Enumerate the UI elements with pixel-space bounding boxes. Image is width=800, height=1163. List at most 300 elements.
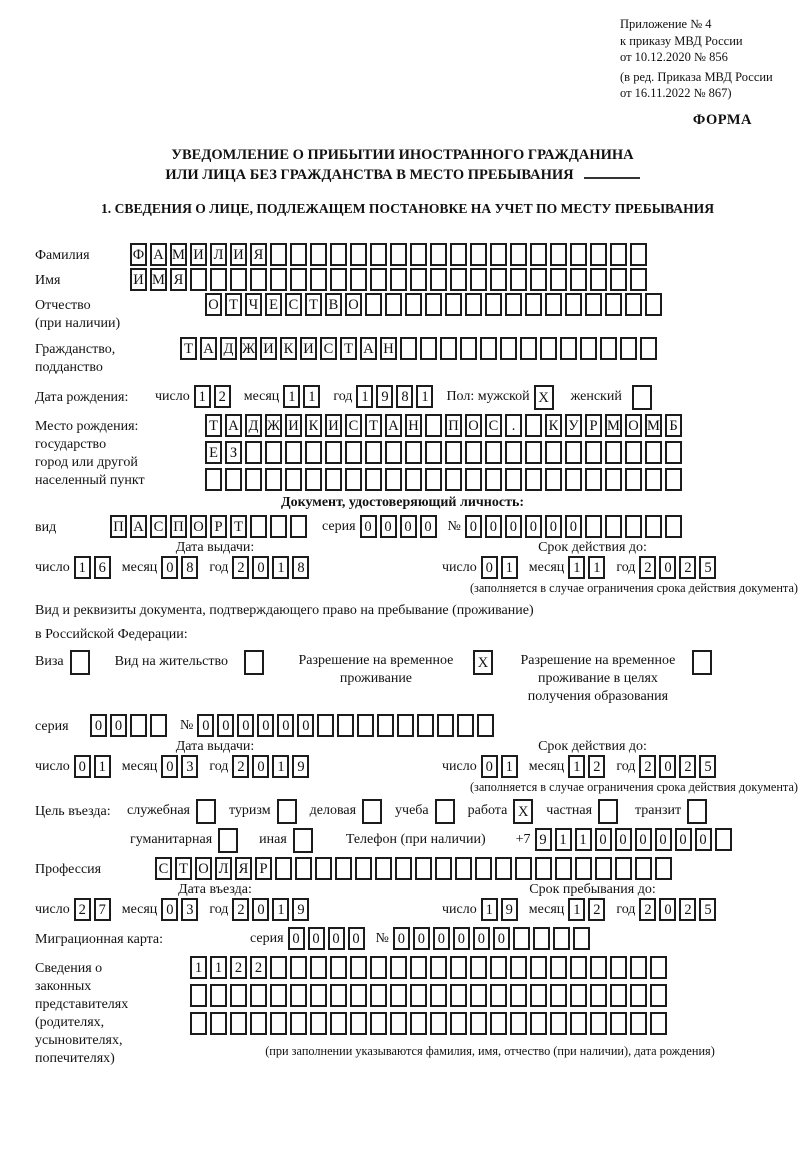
char-cell[interactable]: 9 bbox=[292, 755, 309, 778]
char-cell[interactable] bbox=[570, 243, 587, 266]
char-cell[interactable] bbox=[397, 714, 414, 737]
char-cell[interactable] bbox=[570, 268, 587, 291]
char-cell[interactable] bbox=[525, 441, 542, 464]
char-cell[interactable]: 0 bbox=[413, 927, 430, 950]
char-cell[interactable] bbox=[270, 268, 287, 291]
char-cell[interactable] bbox=[510, 268, 527, 291]
char-cell[interactable] bbox=[610, 956, 627, 979]
char-cell[interactable]: Я bbox=[170, 268, 187, 291]
char-cell[interactable] bbox=[350, 956, 367, 979]
char-cell[interactable]: 0 bbox=[565, 515, 582, 538]
char-cell[interactable] bbox=[470, 984, 487, 1007]
char-cell[interactable]: 0 bbox=[393, 927, 410, 950]
char-cell[interactable] bbox=[430, 956, 447, 979]
char-cell[interactable]: 0 bbox=[110, 714, 127, 737]
char-cell[interactable] bbox=[530, 984, 547, 1007]
char-cell[interactable]: О bbox=[195, 857, 212, 880]
char-cell[interactable]: . bbox=[505, 414, 522, 437]
char-cell[interactable]: А bbox=[150, 243, 167, 266]
char-cell[interactable] bbox=[390, 268, 407, 291]
char-cell[interactable] bbox=[330, 243, 347, 266]
char-cell[interactable] bbox=[275, 857, 292, 880]
char-cell[interactable] bbox=[495, 857, 512, 880]
char-cell[interactable]: 1 bbox=[568, 556, 585, 579]
char-cell[interactable]: 1 bbox=[356, 385, 373, 408]
char-cell[interactable]: 5 bbox=[699, 755, 716, 778]
char-cell[interactable] bbox=[605, 293, 622, 316]
char-cell[interactable]: М bbox=[605, 414, 622, 437]
char-cell[interactable]: 0 bbox=[328, 927, 345, 950]
char-cell[interactable] bbox=[230, 1012, 247, 1035]
char-cell[interactable]: И bbox=[130, 268, 147, 291]
char-cell[interactable] bbox=[470, 243, 487, 266]
char-cell[interactable]: Т bbox=[175, 857, 192, 880]
char-cell[interactable]: Л bbox=[215, 857, 232, 880]
char-cell[interactable] bbox=[357, 714, 374, 737]
char-cell[interactable]: 2 bbox=[232, 556, 249, 579]
char-cell[interactable] bbox=[435, 857, 452, 880]
char-cell[interactable] bbox=[310, 268, 327, 291]
char-cell[interactable]: 8 bbox=[181, 556, 198, 579]
char-cell[interactable]: 0 bbox=[161, 898, 178, 921]
char-cell[interactable] bbox=[650, 1012, 667, 1035]
char-cell[interactable] bbox=[620, 337, 637, 360]
char-cell[interactable] bbox=[430, 243, 447, 266]
char-cell[interactable] bbox=[290, 984, 307, 1007]
char-cell[interactable] bbox=[430, 268, 447, 291]
char-cell[interactable]: 1 bbox=[74, 556, 91, 579]
char-cell[interactable] bbox=[385, 441, 402, 464]
char-cell[interactable]: 0 bbox=[252, 755, 269, 778]
char-cell[interactable]: 2 bbox=[588, 898, 605, 921]
char-cell[interactable] bbox=[513, 927, 530, 950]
char-cell[interactable] bbox=[385, 468, 402, 491]
char-cell[interactable]: 0 bbox=[635, 828, 652, 851]
char-cell[interactable]: И bbox=[230, 243, 247, 266]
char-cell[interactable]: 0 bbox=[675, 828, 692, 851]
char-cell[interactable] bbox=[325, 441, 342, 464]
char-cell[interactable] bbox=[317, 714, 334, 737]
char-cell[interactable] bbox=[490, 1012, 507, 1035]
char-cell[interactable] bbox=[610, 1012, 627, 1035]
char-cell[interactable] bbox=[655, 857, 672, 880]
char-cell[interactable] bbox=[437, 714, 454, 737]
char-cell[interactable] bbox=[555, 857, 572, 880]
char-cell[interactable] bbox=[285, 468, 302, 491]
char-cell[interactable]: 0 bbox=[485, 515, 502, 538]
char-cell[interactable]: Ф bbox=[130, 243, 147, 266]
residence-permit-checkbox-cell[interactable] bbox=[244, 650, 264, 675]
char-cell[interactable] bbox=[490, 956, 507, 979]
char-cell[interactable]: С bbox=[155, 857, 172, 880]
char-cell[interactable] bbox=[500, 337, 517, 360]
char-cell[interactable] bbox=[365, 441, 382, 464]
char-cell[interactable]: Д bbox=[245, 414, 262, 437]
char-cell[interactable] bbox=[485, 441, 502, 464]
char-cell[interactable] bbox=[530, 243, 547, 266]
char-cell[interactable]: 9 bbox=[376, 385, 393, 408]
char-cell[interactable] bbox=[250, 1012, 267, 1035]
char-cell[interactable] bbox=[550, 268, 567, 291]
char-cell[interactable] bbox=[560, 337, 577, 360]
char-cell[interactable]: И bbox=[300, 337, 317, 360]
char-cell[interactable]: Р bbox=[210, 515, 227, 538]
char-cell[interactable] bbox=[510, 984, 527, 1007]
char-cell[interactable] bbox=[553, 927, 570, 950]
char-cell[interactable]: 2 bbox=[679, 898, 696, 921]
char-cell[interactable] bbox=[573, 927, 590, 950]
char-cell[interactable]: Р bbox=[585, 414, 602, 437]
char-cell[interactable] bbox=[390, 956, 407, 979]
char-cell[interactable] bbox=[650, 956, 667, 979]
char-cell[interactable] bbox=[415, 857, 432, 880]
char-cell[interactable] bbox=[645, 441, 662, 464]
char-cell[interactable] bbox=[715, 828, 732, 851]
char-cell[interactable]: 0 bbox=[380, 515, 397, 538]
char-cell[interactable] bbox=[610, 243, 627, 266]
char-cell[interactable]: 2 bbox=[250, 956, 267, 979]
char-cell[interactable] bbox=[525, 293, 542, 316]
char-cell[interactable]: 2 bbox=[679, 755, 696, 778]
char-cell[interactable] bbox=[330, 956, 347, 979]
char-cell[interactable]: 1 bbox=[588, 556, 605, 579]
char-cell[interactable] bbox=[550, 984, 567, 1007]
char-cell[interactable]: С bbox=[285, 293, 302, 316]
char-cell[interactable]: Е bbox=[265, 293, 282, 316]
char-cell[interactable]: 2 bbox=[588, 755, 605, 778]
char-cell[interactable] bbox=[330, 984, 347, 1007]
char-cell[interactable]: А bbox=[200, 337, 217, 360]
char-cell[interactable] bbox=[345, 441, 362, 464]
char-cell[interactable] bbox=[535, 857, 552, 880]
char-cell[interactable] bbox=[230, 984, 247, 1007]
char-cell[interactable] bbox=[610, 268, 627, 291]
char-cell[interactable] bbox=[465, 441, 482, 464]
char-cell[interactable]: Я bbox=[250, 243, 267, 266]
char-cell[interactable] bbox=[390, 984, 407, 1007]
char-cell[interactable] bbox=[510, 956, 527, 979]
char-cell[interactable] bbox=[470, 268, 487, 291]
char-cell[interactable] bbox=[550, 1012, 567, 1035]
char-cell[interactable]: 2 bbox=[639, 898, 656, 921]
char-cell[interactable] bbox=[390, 243, 407, 266]
char-cell[interactable] bbox=[395, 857, 412, 880]
char-cell[interactable] bbox=[585, 293, 602, 316]
char-cell[interactable] bbox=[365, 293, 382, 316]
char-cell[interactable]: 1 bbox=[190, 956, 207, 979]
char-cell[interactable] bbox=[530, 956, 547, 979]
char-cell[interactable] bbox=[530, 1012, 547, 1035]
char-cell[interactable] bbox=[470, 1012, 487, 1035]
char-cell[interactable] bbox=[585, 441, 602, 464]
char-cell[interactable] bbox=[290, 956, 307, 979]
char-cell[interactable] bbox=[525, 468, 542, 491]
char-cell[interactable]: Ч bbox=[245, 293, 262, 316]
char-cell[interactable] bbox=[270, 243, 287, 266]
char-cell[interactable] bbox=[450, 984, 467, 1007]
char-cell[interactable] bbox=[485, 468, 502, 491]
temp-residence-checkbox-cell[interactable]: X bbox=[473, 650, 493, 675]
char-cell[interactable]: Ж bbox=[240, 337, 257, 360]
char-cell[interactable]: 8 bbox=[292, 556, 309, 579]
char-cell[interactable] bbox=[533, 927, 550, 950]
char-cell[interactable]: 1 bbox=[575, 828, 592, 851]
char-cell[interactable] bbox=[245, 441, 262, 464]
char-cell[interactable]: 0 bbox=[161, 556, 178, 579]
char-cell[interactable]: Т bbox=[230, 515, 247, 538]
char-cell[interactable]: Л bbox=[210, 243, 227, 266]
char-cell[interactable] bbox=[375, 857, 392, 880]
char-cell[interactable] bbox=[330, 268, 347, 291]
char-cell[interactable] bbox=[570, 1012, 587, 1035]
char-cell[interactable] bbox=[665, 468, 682, 491]
char-cell[interactable] bbox=[490, 243, 507, 266]
purpose-checkbox-cell[interactable] bbox=[435, 799, 455, 824]
char-cell[interactable] bbox=[410, 268, 427, 291]
char-cell[interactable] bbox=[505, 468, 522, 491]
char-cell[interactable] bbox=[290, 515, 307, 538]
char-cell[interactable]: 1 bbox=[94, 755, 111, 778]
char-cell[interactable]: 2 bbox=[232, 755, 249, 778]
char-cell[interactable]: 1 bbox=[272, 556, 289, 579]
char-cell[interactable]: 2 bbox=[230, 956, 247, 979]
char-cell[interactable] bbox=[190, 984, 207, 1007]
char-cell[interactable] bbox=[325, 468, 342, 491]
char-cell[interactable] bbox=[545, 441, 562, 464]
char-cell[interactable] bbox=[425, 414, 442, 437]
char-cell[interactable] bbox=[590, 268, 607, 291]
char-cell[interactable] bbox=[625, 515, 642, 538]
char-cell[interactable]: 0 bbox=[615, 828, 632, 851]
char-cell[interactable] bbox=[385, 293, 402, 316]
char-cell[interactable] bbox=[485, 293, 502, 316]
char-cell[interactable] bbox=[335, 857, 352, 880]
char-cell[interactable]: С bbox=[485, 414, 502, 437]
male-checkbox-cell[interactable]: X bbox=[534, 385, 554, 410]
char-cell[interactable]: Е bbox=[205, 441, 222, 464]
char-cell[interactable]: 0 bbox=[420, 515, 437, 538]
char-cell[interactable]: 0 bbox=[433, 927, 450, 950]
char-cell[interactable]: 0 bbox=[659, 556, 676, 579]
char-cell[interactable]: 3 bbox=[181, 755, 198, 778]
char-cell[interactable] bbox=[130, 714, 147, 737]
char-cell[interactable]: 0 bbox=[659, 898, 676, 921]
char-cell[interactable]: 2 bbox=[639, 556, 656, 579]
char-cell[interactable]: Т bbox=[305, 293, 322, 316]
char-cell[interactable] bbox=[665, 441, 682, 464]
char-cell[interactable] bbox=[477, 714, 494, 737]
char-cell[interactable] bbox=[405, 468, 422, 491]
char-cell[interactable] bbox=[445, 468, 462, 491]
char-cell[interactable] bbox=[645, 468, 662, 491]
char-cell[interactable] bbox=[565, 468, 582, 491]
char-cell[interactable] bbox=[330, 1012, 347, 1035]
char-cell[interactable] bbox=[570, 984, 587, 1007]
char-cell[interactable] bbox=[420, 337, 437, 360]
char-cell[interactable]: П bbox=[445, 414, 462, 437]
char-cell[interactable] bbox=[270, 984, 287, 1007]
char-cell[interactable]: 0 bbox=[252, 556, 269, 579]
char-cell[interactable] bbox=[550, 243, 567, 266]
char-cell[interactable] bbox=[205, 468, 222, 491]
char-cell[interactable] bbox=[450, 1012, 467, 1035]
char-cell[interactable]: 0 bbox=[453, 927, 470, 950]
char-cell[interactable] bbox=[425, 293, 442, 316]
char-cell[interactable] bbox=[225, 468, 242, 491]
char-cell[interactable]: 0 bbox=[465, 515, 482, 538]
char-cell[interactable] bbox=[470, 956, 487, 979]
char-cell[interactable] bbox=[460, 337, 477, 360]
char-cell[interactable]: 2 bbox=[639, 755, 656, 778]
char-cell[interactable] bbox=[400, 337, 417, 360]
char-cell[interactable] bbox=[377, 714, 394, 737]
char-cell[interactable] bbox=[630, 1012, 647, 1035]
char-cell[interactable]: 0 bbox=[217, 714, 234, 737]
char-cell[interactable] bbox=[355, 857, 372, 880]
char-cell[interactable] bbox=[595, 857, 612, 880]
char-cell[interactable]: Т bbox=[340, 337, 357, 360]
char-cell[interactable] bbox=[345, 468, 362, 491]
char-cell[interactable] bbox=[190, 1012, 207, 1035]
char-cell[interactable] bbox=[445, 441, 462, 464]
char-cell[interactable] bbox=[630, 984, 647, 1007]
char-cell[interactable]: 0 bbox=[308, 927, 325, 950]
char-cell[interactable] bbox=[250, 268, 267, 291]
char-cell[interactable]: 5 bbox=[699, 556, 716, 579]
char-cell[interactable]: 1 bbox=[501, 755, 518, 778]
char-cell[interactable] bbox=[515, 857, 532, 880]
char-cell[interactable] bbox=[150, 714, 167, 737]
char-cell[interactable]: 1 bbox=[272, 898, 289, 921]
purpose-checkbox-cell[interactable] bbox=[277, 799, 297, 824]
char-cell[interactable] bbox=[635, 857, 652, 880]
char-cell[interactable] bbox=[490, 984, 507, 1007]
char-cell[interactable] bbox=[430, 1012, 447, 1035]
char-cell[interactable]: 1 bbox=[283, 385, 300, 408]
char-cell[interactable] bbox=[457, 714, 474, 737]
char-cell[interactable] bbox=[525, 414, 542, 437]
char-cell[interactable]: Н bbox=[380, 337, 397, 360]
char-cell[interactable]: С bbox=[320, 337, 337, 360]
char-cell[interactable] bbox=[410, 243, 427, 266]
char-cell[interactable] bbox=[410, 956, 427, 979]
char-cell[interactable] bbox=[350, 243, 367, 266]
char-cell[interactable]: 1 bbox=[210, 956, 227, 979]
char-cell[interactable]: 1 bbox=[194, 385, 211, 408]
char-cell[interactable]: 0 bbox=[595, 828, 612, 851]
char-cell[interactable] bbox=[265, 441, 282, 464]
char-cell[interactable]: 0 bbox=[74, 755, 91, 778]
char-cell[interactable] bbox=[370, 956, 387, 979]
char-cell[interactable] bbox=[425, 441, 442, 464]
char-cell[interactable]: 1 bbox=[272, 755, 289, 778]
char-cell[interactable] bbox=[645, 515, 662, 538]
char-cell[interactable] bbox=[425, 468, 442, 491]
char-cell[interactable] bbox=[630, 243, 647, 266]
char-cell[interactable]: О bbox=[190, 515, 207, 538]
char-cell[interactable] bbox=[230, 268, 247, 291]
char-cell[interactable] bbox=[490, 268, 507, 291]
char-cell[interactable] bbox=[545, 468, 562, 491]
char-cell[interactable]: К bbox=[280, 337, 297, 360]
char-cell[interactable] bbox=[210, 984, 227, 1007]
purpose-checkbox-cell[interactable] bbox=[687, 799, 707, 824]
char-cell[interactable] bbox=[295, 857, 312, 880]
char-cell[interactable]: Т bbox=[225, 293, 242, 316]
char-cell[interactable]: В bbox=[325, 293, 342, 316]
char-cell[interactable] bbox=[510, 243, 527, 266]
char-cell[interactable] bbox=[430, 984, 447, 1007]
char-cell[interactable]: 0 bbox=[525, 515, 542, 538]
char-cell[interactable] bbox=[410, 984, 427, 1007]
char-cell[interactable] bbox=[290, 1012, 307, 1035]
char-cell[interactable] bbox=[605, 468, 622, 491]
char-cell[interactable]: 9 bbox=[535, 828, 552, 851]
char-cell[interactable] bbox=[540, 337, 557, 360]
char-cell[interactable]: 1 bbox=[481, 898, 498, 921]
purpose-checkbox-cell[interactable]: X bbox=[513, 799, 533, 824]
purpose-checkbox-cell[interactable] bbox=[362, 799, 382, 824]
char-cell[interactable]: 5 bbox=[699, 898, 716, 921]
char-cell[interactable] bbox=[580, 337, 597, 360]
char-cell[interactable]: М bbox=[170, 243, 187, 266]
char-cell[interactable]: 6 bbox=[94, 556, 111, 579]
female-checkbox-cell[interactable] bbox=[632, 385, 652, 410]
char-cell[interactable] bbox=[417, 714, 434, 737]
char-cell[interactable] bbox=[600, 337, 617, 360]
char-cell[interactable] bbox=[405, 293, 422, 316]
char-cell[interactable] bbox=[305, 468, 322, 491]
char-cell[interactable]: П bbox=[170, 515, 187, 538]
char-cell[interactable] bbox=[270, 956, 287, 979]
char-cell[interactable]: 1 bbox=[568, 755, 585, 778]
char-cell[interactable] bbox=[455, 857, 472, 880]
char-cell[interactable]: 0 bbox=[400, 515, 417, 538]
char-cell[interactable]: О bbox=[205, 293, 222, 316]
char-cell[interactable] bbox=[585, 468, 602, 491]
char-cell[interactable] bbox=[645, 293, 662, 316]
char-cell[interactable]: С bbox=[150, 515, 167, 538]
char-cell[interactable]: 2 bbox=[74, 898, 91, 921]
char-cell[interactable]: 0 bbox=[297, 714, 314, 737]
char-cell[interactable] bbox=[575, 857, 592, 880]
char-cell[interactable]: 0 bbox=[655, 828, 672, 851]
char-cell[interactable]: Т bbox=[180, 337, 197, 360]
char-cell[interactable]: 0 bbox=[252, 898, 269, 921]
char-cell[interactable]: А bbox=[225, 414, 242, 437]
char-cell[interactable] bbox=[640, 337, 657, 360]
char-cell[interactable]: 0 bbox=[360, 515, 377, 538]
visa-checkbox-cell[interactable] bbox=[70, 650, 90, 675]
char-cell[interactable] bbox=[310, 984, 327, 1007]
char-cell[interactable]: А bbox=[360, 337, 377, 360]
char-cell[interactable]: О bbox=[345, 293, 362, 316]
char-cell[interactable] bbox=[405, 441, 422, 464]
char-cell[interactable] bbox=[520, 337, 537, 360]
char-cell[interactable]: Д bbox=[220, 337, 237, 360]
char-cell[interactable] bbox=[370, 984, 387, 1007]
char-cell[interactable] bbox=[590, 984, 607, 1007]
char-cell[interactable] bbox=[615, 857, 632, 880]
char-cell[interactable] bbox=[270, 1012, 287, 1035]
char-cell[interactable]: И bbox=[325, 414, 342, 437]
purpose-checkbox-cell[interactable] bbox=[218, 828, 238, 853]
char-cell[interactable]: 0 bbox=[90, 714, 107, 737]
char-cell[interactable]: 0 bbox=[493, 927, 510, 950]
char-cell[interactable]: 0 bbox=[481, 556, 498, 579]
char-cell[interactable] bbox=[310, 243, 327, 266]
char-cell[interactable] bbox=[605, 441, 622, 464]
